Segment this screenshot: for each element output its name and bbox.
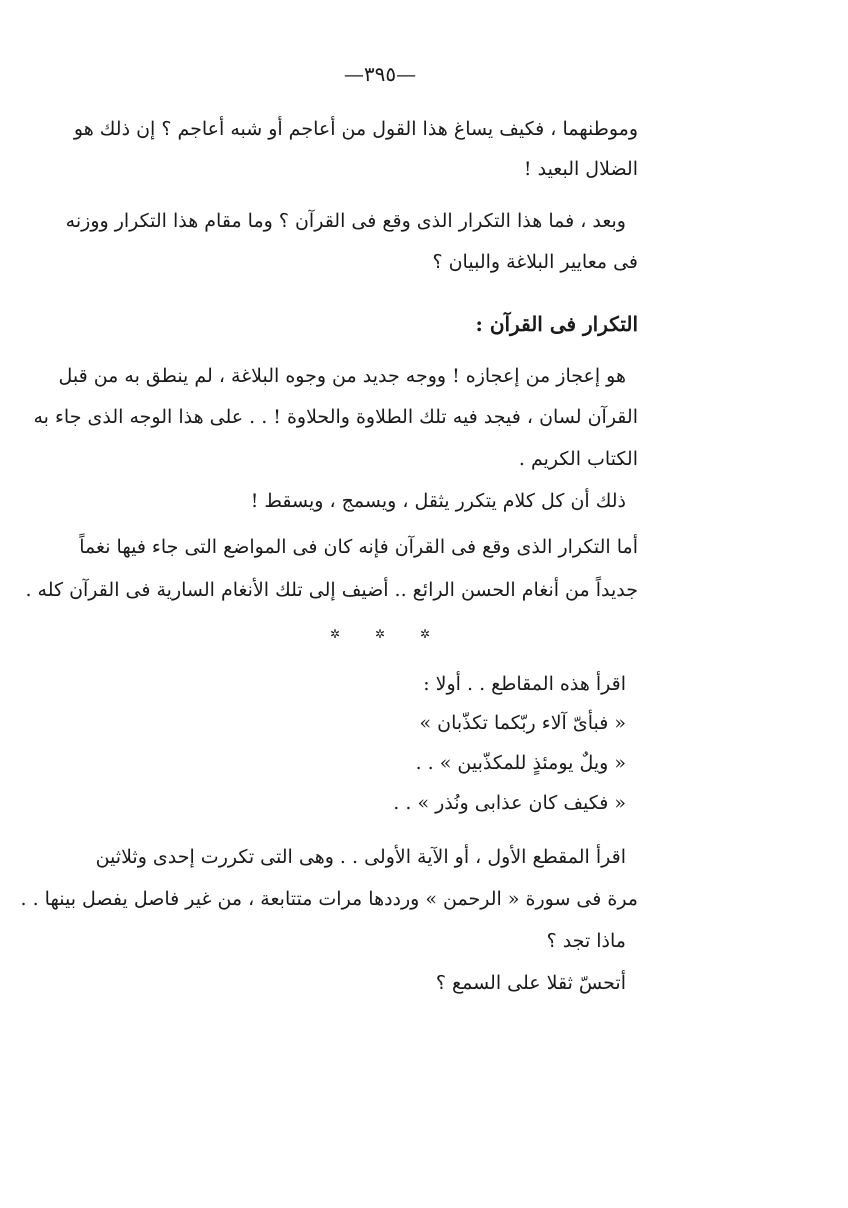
paragraph-line: اقرأ هذه المقاطع . . أولا : bbox=[423, 673, 626, 695]
paragraph-line: وموطنهما ، فكيف يساغ هذا القول من أعاجم أو شبه أعاجم ؟ إن ذلك هو bbox=[73, 118, 638, 140]
paragraph-line: فى معايير البلاغة والبيان ؟ bbox=[432, 251, 638, 273]
paragraph-line: الكتاب الكريم . bbox=[518, 448, 638, 470]
quote-line: « فبأىّ آلاء ربّكما تكذّبان » bbox=[419, 712, 626, 734]
star-ornament-icon: ✲ bbox=[330, 627, 341, 641]
page-number: —٣٩٥— bbox=[343, 62, 417, 86]
paragraph-line: أتحسّ ثقلا على السمع ؟ bbox=[435, 972, 626, 994]
paragraph-line: أما التكرار الذى وقع فى القرآن فإنه كان فى المواضع التى جاء فيها نغماً bbox=[79, 536, 638, 558]
paragraph-line: اقرأ المقطع الأول ، أو الآية الأولى . . وهى التى تكررت إحدى وثلاثين bbox=[95, 846, 626, 868]
paragraph-line: هو إعجاز من إعجازه ! ووجه جديد من وجوه البلاغة ، لم ينطق به من قبل bbox=[58, 365, 626, 387]
star-ornament-icon: ✲ bbox=[419, 627, 430, 641]
paragraph-line: مرة فى سورة « الرحمن » ورددها مرات متتابعة ، من غير فاصل يفصل بينها . . bbox=[20, 888, 638, 910]
star-ornament-icon: ✲ bbox=[374, 627, 386, 641]
paragraph-line: ذلك أن كل كلام يتكرر يثقل ، ويسمج ، ويسقط ! bbox=[250, 490, 626, 512]
paragraph-line: جديداً من أنغام الحسن الرائع .. أضيف إلى تلك الأنغام السارية فى القرآن كله . bbox=[25, 579, 638, 601]
paragraph-line: القرآن لسان ، فيجد فيه تلك الطلاوة والحلاوة ! . . على هذا الوجه الذى جاء به bbox=[33, 406, 638, 428]
section-separator bbox=[330, 627, 430, 641]
quote-line: « فكيف كان عذابى ونُذر » . . bbox=[393, 792, 626, 814]
quote-line: « ويلٌ يومئذٍ للمكذّبين » . . bbox=[415, 752, 626, 774]
paragraph-line: الضلال البعيد ! bbox=[523, 158, 638, 180]
paragraph-line: وبعد ، فما هذا التكرار الذى وقع فى القرآن ؟ وما مقام هذا التكرار ووزنه bbox=[65, 210, 626, 232]
section-heading: التكرار فى القرآن : bbox=[475, 312, 638, 336]
paragraph-line: ماذا تجد ؟ bbox=[546, 930, 626, 952]
